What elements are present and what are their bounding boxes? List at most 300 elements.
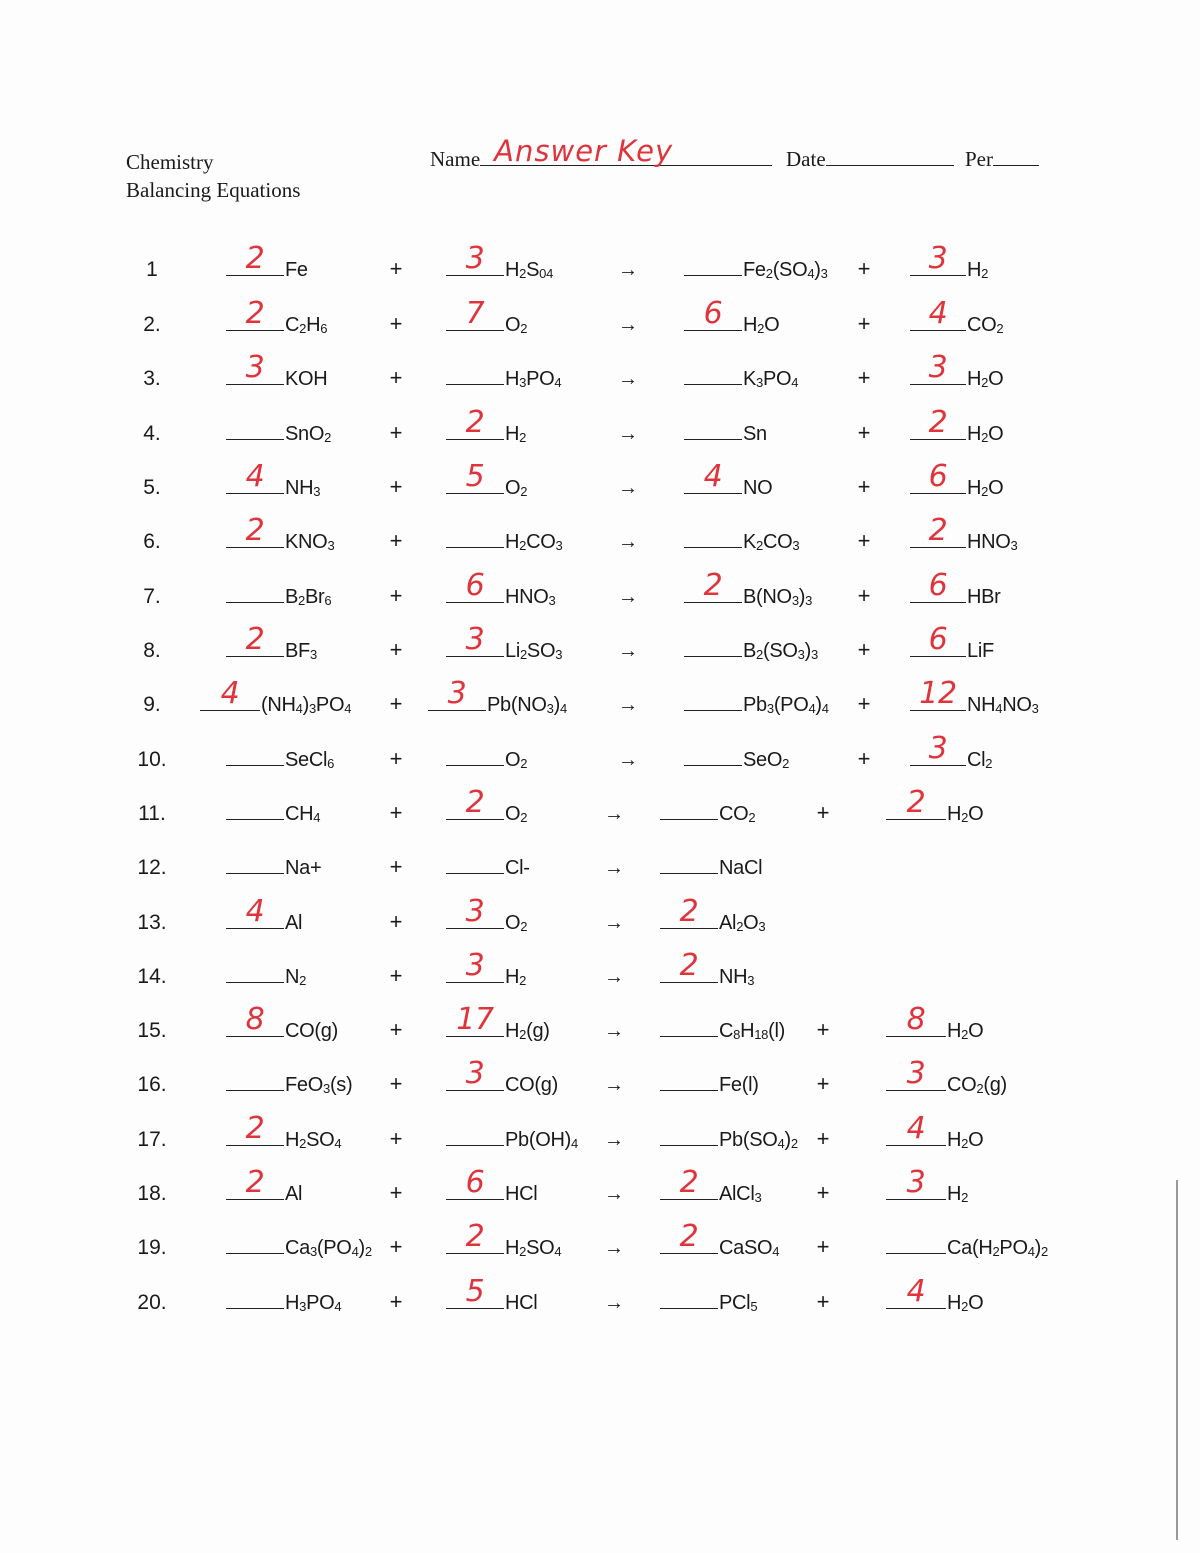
chemical-formula: $Ca(H_2PO_4)_2$ — [947, 1237, 1048, 1259]
product-1 — [660, 1014, 785, 1043]
coefficient-blank[interactable] — [226, 1231, 284, 1254]
chemical-formula: $Pb(OH)_4$ — [505, 1129, 578, 1151]
reaction-arrow: → — [604, 912, 624, 934]
product-2 — [910, 513, 1018, 554]
name-field[interactable] — [430, 134, 772, 172]
product-1 — [684, 417, 767, 446]
equation-number: 4. — [143, 422, 161, 445]
plus-sign: + — [816, 1017, 830, 1042]
reactant-2 — [446, 894, 528, 935]
coefficient-blank[interactable] — [446, 405, 504, 440]
coefficient-blank[interactable] — [910, 731, 966, 766]
handwritten-coefficient: 3 — [906, 1165, 926, 1200]
reactant-1 — [226, 851, 321, 880]
date-line — [826, 147, 954, 166]
handwritten-coefficient: 3 — [928, 350, 948, 385]
handwritten-coefficient: 2 — [245, 622, 265, 657]
coefficient-blank[interactable] — [226, 797, 284, 820]
reactant-2 — [446, 405, 527, 446]
handwritten-coefficient: 6 — [928, 459, 948, 494]
coefficient-blank[interactable] — [660, 1068, 718, 1091]
coefficient-blank[interactable] — [886, 1002, 946, 1037]
reactant-2 — [446, 568, 556, 609]
coefficient-blank[interactable] — [226, 894, 284, 929]
reactant-1 — [226, 1165, 303, 1206]
equation-number: 18. — [137, 1182, 167, 1205]
coefficient-blank[interactable] — [684, 417, 742, 440]
coefficient-blank[interactable] — [446, 1165, 504, 1200]
name-label: Name — [430, 147, 481, 171]
product-1 — [684, 568, 813, 609]
equation-number: 2. — [143, 313, 161, 336]
period-line — [993, 147, 1039, 166]
handwritten-coefficient: 2 — [928, 513, 948, 548]
reactant-1 — [226, 894, 303, 935]
coefficient-blank[interactable] — [226, 1165, 284, 1200]
reactant-1 — [226, 417, 331, 446]
equation-number: 17. — [137, 1128, 167, 1151]
coefficient-blank[interactable] — [446, 743, 504, 766]
coefficient-blank[interactable] — [226, 1286, 284, 1309]
reactant-1 — [226, 513, 335, 554]
chemical-formula: Al — [285, 1183, 303, 1205]
equation-number: 19. — [137, 1236, 167, 1259]
reaction-arrow: → — [604, 1237, 624, 1259]
coefficient-blank[interactable] — [446, 362, 504, 385]
coefficient-blank[interactable] — [910, 296, 966, 331]
coefficient-blank[interactable] — [446, 1002, 504, 1037]
plus-sign: + — [857, 637, 871, 662]
equation-number: 13. — [137, 911, 167, 934]
product-2 — [886, 1111, 984, 1152]
handwritten-coefficient: 3 — [465, 622, 485, 657]
reaction-arrow: → — [604, 1183, 624, 1205]
chemical-formula: $B(NO_3)_3$ — [743, 586, 813, 608]
chemical-formula: CaSO$_4$ — [719, 1237, 780, 1259]
plus-sign: + — [857, 474, 871, 499]
chemical-formula: $H_2O$ — [947, 1129, 984, 1151]
plus-sign: + — [389, 474, 403, 499]
subject-label: Chemistry — [126, 150, 214, 174]
coefficient-blank[interactable] — [226, 1002, 284, 1037]
reaction-arrow: → — [604, 966, 624, 988]
equation-number: 9. — [143, 693, 161, 716]
reactant-2 — [446, 459, 528, 500]
chemical-formula: $H_2O$ — [967, 477, 1004, 499]
coefficient-blank[interactable] — [910, 350, 966, 385]
chemical-formula: FeO$_3$(s) — [285, 1074, 353, 1096]
coefficient-blank[interactable] — [910, 622, 966, 657]
product-1 — [684, 296, 780, 337]
chemical-formula: $BF_3$ — [285, 640, 317, 662]
coefficient-blank[interactable] — [910, 405, 966, 440]
product-2 — [910, 350, 1004, 391]
plus-sign: + — [816, 1180, 830, 1205]
coefficient-blank[interactable] — [910, 513, 966, 548]
chemical-formula: NaCl — [719, 857, 763, 879]
coefficient-blank[interactable] — [446, 785, 504, 820]
chemical-formula: AlCl$_3$ — [719, 1183, 762, 1205]
chemical-formula: $H_2$ — [505, 966, 527, 988]
coefficient-blank[interactable] — [446, 1056, 504, 1091]
reaction-arrow: → — [618, 586, 638, 608]
product-1 — [660, 1219, 780, 1260]
handwritten-coefficient: 4 — [906, 1274, 926, 1309]
coefficient-blank[interactable] — [226, 459, 284, 494]
reaction-arrow: → — [618, 531, 638, 553]
chemical-formula: $H_2O$ — [947, 1292, 984, 1314]
plus-sign: + — [389, 854, 403, 879]
coefficient-blank[interactable] — [428, 676, 486, 711]
plus-sign: + — [389, 1180, 403, 1205]
coefficient-blank[interactable] — [886, 1111, 946, 1146]
plus-sign: + — [389, 800, 403, 825]
plus-sign: + — [389, 909, 403, 934]
coefficient-blank[interactable] — [684, 253, 742, 276]
plus-sign: + — [389, 746, 403, 771]
chemical-formula: $H_2O$ — [947, 1020, 984, 1042]
reaction-arrow: → — [618, 368, 638, 390]
plus-sign: + — [857, 256, 871, 281]
coefficient-blank[interactable] — [446, 568, 504, 603]
coefficient-blank[interactable] — [660, 851, 718, 874]
handwritten-coefficient: 2 — [906, 785, 926, 820]
chemical-formula: $H_2O$ — [947, 803, 984, 825]
coefficient-blank[interactable] — [226, 1111, 284, 1146]
chemical-formula: $H_2$ — [505, 423, 527, 445]
product-2 — [910, 731, 993, 772]
period-field[interactable] — [965, 147, 1039, 172]
coefficient-blank[interactable] — [684, 568, 742, 603]
product-2 — [910, 459, 1004, 500]
coefficient-blank[interactable] — [446, 525, 504, 548]
plus-sign: + — [389, 963, 403, 988]
handwritten-coefficient: 2 — [679, 894, 699, 929]
equation-row — [0, 405, 1200, 452]
equation-row — [0, 1219, 1200, 1266]
plus-sign: + — [816, 1234, 830, 1259]
equation-number: 8. — [143, 639, 161, 662]
plus-sign: + — [389, 528, 403, 553]
chemical-formula: PCl$_5$ — [719, 1292, 758, 1314]
name-line — [480, 134, 772, 168]
handwritten-coefficient: 2 — [703, 568, 723, 603]
chemical-formula: $NH_4NO_3$ — [967, 694, 1039, 716]
coefficient-blank[interactable] — [226, 1068, 284, 1091]
reactant-2 — [446, 296, 528, 337]
equation-row — [0, 241, 1200, 288]
coefficient-blank[interactable] — [910, 568, 966, 603]
equation-number: 20. — [137, 1291, 167, 1314]
equation-number: 11. — [138, 802, 166, 825]
coefficient-blank[interactable] — [446, 622, 504, 657]
reactant-2 — [446, 362, 561, 391]
product-1 — [684, 525, 799, 554]
coefficient-blank[interactable] — [684, 525, 742, 548]
coefficient-blank[interactable] — [684, 296, 742, 331]
plus-sign: + — [389, 637, 403, 662]
coefficient-blank[interactable] — [684, 362, 742, 385]
header-title-block — [126, 148, 300, 204]
coefficient-blank[interactable] — [886, 1056, 946, 1091]
chemical-formula: $HNO_3$ — [505, 586, 556, 608]
handwritten-coefficient: 5 — [465, 1274, 485, 1309]
reactant-1 — [226, 960, 306, 989]
plus-sign: + — [857, 691, 871, 716]
plus-sign: + — [389, 365, 403, 390]
coefficient-blank[interactable] — [886, 1165, 946, 1200]
chemical-formula: HCl — [505, 1183, 538, 1205]
product-2 — [886, 1002, 984, 1043]
chemical-formula: $B_2Br_6$ — [285, 586, 332, 608]
chemical-formula: Na+ — [285, 857, 322, 879]
plus-sign: + — [389, 583, 403, 608]
equation-row — [0, 894, 1200, 941]
coefficient-blank[interactable] — [910, 459, 966, 494]
scan-edge-line — [1176, 1180, 1178, 1540]
product-2 — [910, 676, 1039, 717]
product-1 — [660, 851, 762, 880]
product-2 — [910, 296, 1004, 337]
handwritten-coefficient: 4 — [703, 459, 723, 494]
chemical-formula: $O_2$ — [505, 912, 528, 934]
coefficient-blank[interactable] — [660, 948, 718, 983]
chemical-formula: $B_2(SO_3)_3$ — [743, 640, 818, 662]
reactant-2 — [446, 1123, 578, 1152]
chemical-formula: $O_2$ — [505, 749, 528, 771]
product-2 — [886, 1165, 969, 1206]
coefficient-blank[interactable] — [886, 1274, 946, 1309]
plus-sign: + — [857, 420, 871, 445]
plus-sign: + — [389, 1017, 403, 1042]
chemical-formula: LiF — [967, 640, 994, 662]
equation-row — [0, 622, 1200, 669]
product-1 — [660, 797, 755, 826]
equation-row — [0, 513, 1200, 560]
plus-sign: + — [816, 800, 830, 825]
product-2 — [886, 1056, 1007, 1097]
chemical-formula: Fe(l) — [719, 1074, 759, 1096]
reactant-1 — [226, 1286, 341, 1315]
coefficient-blank[interactable] — [684, 634, 742, 657]
chemical-formula: $Fe_2(SO_4)_3$ — [743, 259, 828, 281]
handwritten-coefficient: 2 — [679, 948, 699, 983]
coefficient-blank[interactable] — [226, 241, 284, 276]
handwritten-coefficient: 3 — [465, 948, 485, 983]
handwritten-coefficient: 3 — [465, 894, 485, 929]
coefficient-blank[interactable] — [446, 1123, 504, 1146]
product-2 — [886, 1274, 984, 1315]
equation-row — [0, 350, 1200, 397]
plus-sign: + — [389, 1126, 403, 1151]
coefficient-blank[interactable] — [446, 948, 504, 983]
reactant-2 — [428, 676, 567, 717]
coefficient-blank[interactable] — [226, 417, 284, 440]
reactant-2 — [446, 525, 562, 554]
coefficient-blank[interactable] — [226, 960, 284, 983]
equation-row — [0, 1165, 1200, 1212]
name-handwritten-value: Answer Key — [494, 134, 674, 168]
date-label: Date — [786, 147, 826, 171]
coefficient-blank[interactable] — [446, 1219, 504, 1254]
chemical-formula: $O_2$ — [505, 477, 528, 499]
chemical-formula: $Pb(SO_4)_2$ — [719, 1129, 798, 1151]
chemical-formula: $C_2H_6$ — [285, 314, 328, 336]
reactant-2 — [446, 622, 563, 663]
chemical-formula: CO(g) — [505, 1074, 558, 1096]
product-2 — [910, 405, 1004, 446]
coefficient-blank[interactable] — [660, 1014, 718, 1037]
plus-sign: + — [389, 420, 403, 445]
coefficient-blank[interactable] — [226, 296, 284, 331]
chemical-formula: $Li_2SO_3$ — [505, 640, 563, 662]
reactant-2 — [446, 1165, 538, 1206]
coefficient-blank[interactable] — [226, 851, 284, 874]
plus-sign: + — [816, 1071, 830, 1096]
handwritten-coefficient: 2 — [245, 241, 265, 276]
product-1 — [660, 894, 766, 935]
coefficient-blank[interactable] — [226, 513, 284, 548]
chemical-formula: $H_2O$ — [743, 314, 780, 336]
handwritten-coefficient: 2 — [679, 1219, 699, 1254]
reaction-arrow: → — [604, 1292, 624, 1314]
reactant-1 — [226, 1231, 372, 1260]
coefficient-blank[interactable] — [200, 676, 260, 711]
equation-number: 5. — [143, 476, 161, 499]
chemical-formula: $Ca_3(PO_4)_2$ — [285, 1237, 372, 1259]
handwritten-coefficient: 6 — [465, 568, 485, 603]
equation-row — [0, 1002, 1200, 1049]
reactant-2 — [446, 851, 530, 880]
coefficient-blank[interactable] — [660, 894, 718, 929]
reactant-2 — [446, 1219, 562, 1260]
chemical-formula: $NH_3$ — [285, 477, 321, 499]
coefficient-blank[interactable] — [886, 1231, 946, 1254]
reaction-arrow: → — [604, 1129, 624, 1151]
product-1 — [660, 1068, 759, 1097]
handwritten-coefficient: 6 — [703, 296, 723, 331]
handwritten-coefficient: 4 — [220, 676, 240, 711]
coefficient-blank[interactable] — [226, 580, 284, 603]
plus-sign: + — [389, 311, 403, 336]
coefficient-blank[interactable] — [660, 1219, 718, 1254]
period-label: Per — [965, 147, 993, 171]
chemical-formula: $H_2S_{04}$ — [505, 259, 554, 281]
chemical-formula: Sn — [743, 423, 767, 445]
reactant-1 — [226, 296, 328, 337]
reaction-arrow: → — [618, 477, 638, 499]
coefficient-blank[interactable] — [684, 459, 742, 494]
coefficient-blank[interactable] — [660, 1286, 718, 1309]
chemical-formula: $C_8H_{18}(l)$ — [719, 1020, 785, 1042]
reactant-2 — [446, 1274, 538, 1315]
coefficient-blank[interactable] — [910, 676, 966, 711]
coefficient-blank[interactable] — [446, 1274, 504, 1309]
coefficient-blank[interactable] — [446, 851, 504, 874]
date-field[interactable] — [786, 147, 954, 172]
reaction-arrow: → — [618, 640, 638, 662]
coefficient-blank[interactable] — [660, 797, 718, 820]
equation-row — [0, 676, 1200, 723]
handwritten-coefficient: 8 — [245, 1002, 265, 1037]
reactant-1 — [226, 797, 320, 826]
coefficient-blank[interactable] — [684, 743, 742, 766]
chemical-formula: SnO$_2$ — [285, 423, 332, 445]
equation-row — [0, 948, 1200, 995]
coefficient-blank[interactable] — [910, 241, 966, 276]
reactant-2 — [446, 785, 528, 826]
chemical-formula: $K_3PO_4$ — [743, 368, 799, 390]
coefficient-blank[interactable] — [226, 743, 284, 766]
chemical-formula: $CO_2$ — [967, 314, 1004, 336]
coefficient-blank[interactable] — [886, 785, 946, 820]
reaction-arrow: → — [604, 857, 624, 879]
chemical-formula: Al — [285, 912, 303, 934]
product-2 — [910, 568, 1001, 609]
coefficient-blank[interactable] — [446, 894, 504, 929]
chemical-formula: HBr — [967, 586, 1001, 608]
equation-number: 3. — [143, 367, 161, 390]
chemical-formula: $H_2SO_4$ — [285, 1129, 342, 1151]
reactant-1 — [226, 580, 331, 609]
chemical-formula: NO — [743, 477, 773, 499]
plus-sign: + — [389, 256, 403, 281]
reactant-1 — [226, 1111, 342, 1152]
reactant-2 — [446, 1002, 550, 1043]
equation-number: 6. — [143, 530, 161, 553]
handwritten-coefficient: 6 — [928, 568, 948, 603]
product-1 — [660, 1286, 757, 1315]
handwritten-coefficient: 5 — [465, 459, 485, 494]
coefficient-blank[interactable] — [446, 459, 504, 494]
equation-number: 14. — [137, 965, 167, 988]
handwritten-coefficient: 2 — [465, 1219, 485, 1254]
coefficient-blank[interactable] — [660, 1123, 718, 1146]
handwritten-coefficient: 6 — [465, 1165, 485, 1200]
coefficient-blank[interactable] — [226, 350, 284, 385]
chemical-formula: $H_2$ — [967, 259, 989, 281]
coefficient-blank[interactable] — [660, 1165, 718, 1200]
handwritten-coefficient: 2 — [245, 1111, 265, 1146]
equation-number: 1 — [146, 258, 158, 281]
equation-row — [0, 731, 1200, 778]
plus-sign: + — [857, 528, 871, 553]
chemical-formula: $Pb_3(PO_4)_4$ — [743, 694, 829, 716]
coefficient-blank[interactable] — [446, 296, 504, 331]
chemical-formula: SeO$_2$ — [743, 749, 790, 771]
chemical-formula: KOH — [285, 368, 328, 390]
handwritten-coefficient: 2 — [465, 405, 485, 440]
chemical-formula: $H_2CO_3$ — [505, 531, 563, 553]
reactant-1 — [226, 241, 308, 282]
reaction-arrow: → — [618, 749, 638, 771]
coefficient-blank[interactable] — [446, 241, 504, 276]
plus-sign: + — [857, 746, 871, 771]
handwritten-coefficient: 17 — [456, 1002, 494, 1037]
chemical-formula: $(NH_4)_3PO_4$ — [261, 694, 352, 716]
handwritten-coefficient: 3 — [906, 1056, 926, 1091]
handwritten-coefficient: 3 — [928, 731, 948, 766]
product-2 — [910, 622, 994, 663]
chemical-formula: Fe — [285, 259, 308, 281]
chemical-formula: $HNO_3$ — [967, 531, 1018, 553]
product-1 — [684, 743, 789, 772]
coefficient-blank[interactable] — [684, 688, 742, 711]
coefficient-blank[interactable] — [226, 622, 284, 657]
handwritten-coefficient: 2 — [928, 405, 948, 440]
handwritten-coefficient: 4 — [928, 296, 948, 331]
chemical-formula: $O_2$ — [505, 803, 528, 825]
